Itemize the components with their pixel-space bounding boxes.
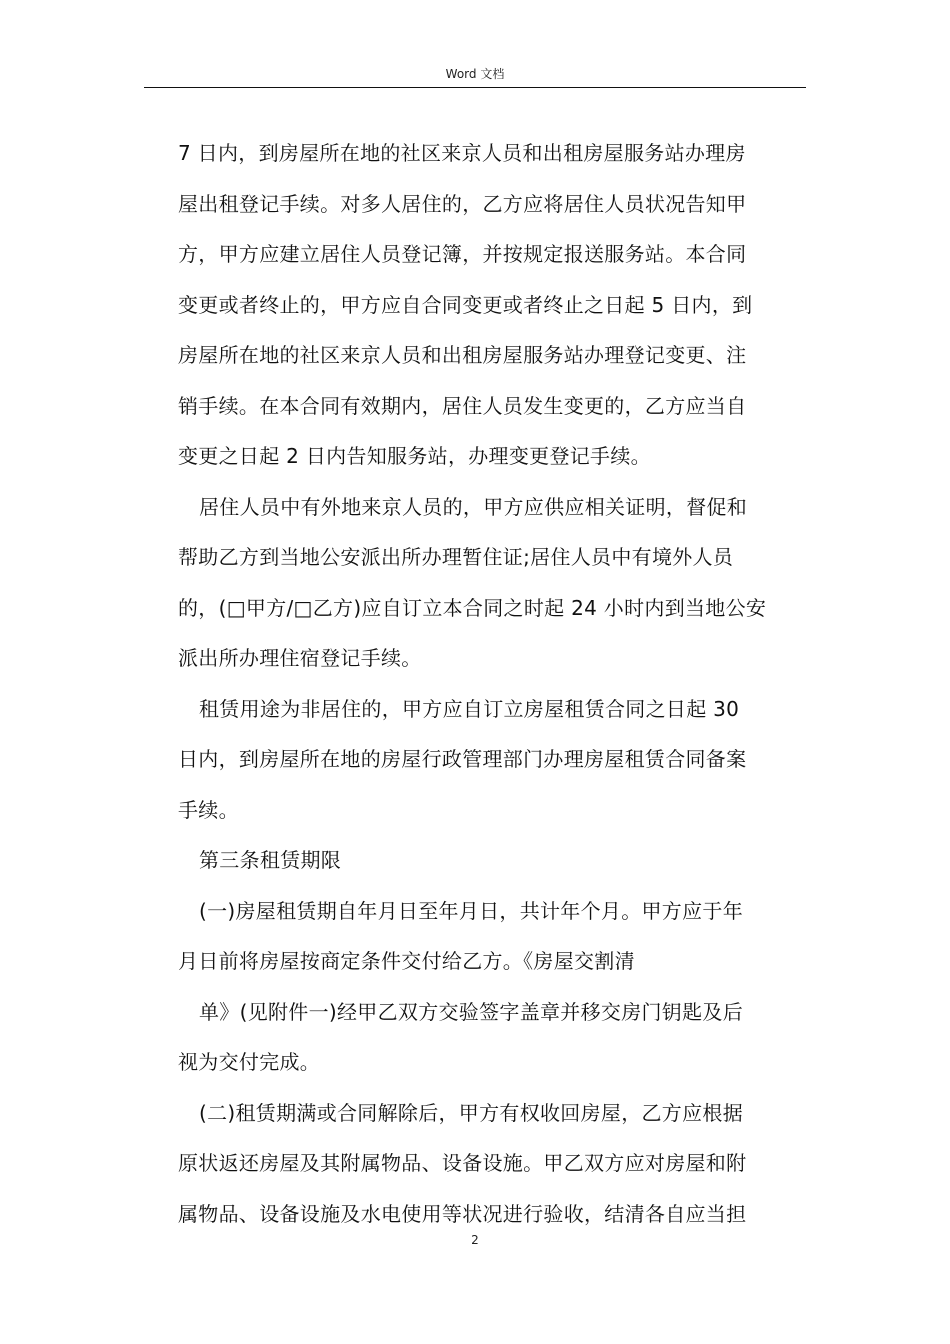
- body-line: 房屋所在地的社区来京人员和出租房屋服务站办理登记变更、注: [178, 343, 747, 367]
- body-line: (一)房屋租赁期自年月日至年月日，共计年个月。甲方应于年: [199, 898, 744, 923]
- body-line: 居住人员中有外地来京人员的，甲方应供应相关证明，督促和: [199, 494, 748, 519]
- document-body: [178, 128, 808, 1239]
- body-line: 属物品、设备设施及水电使用等状况进行验收，结清各自应当担: [178, 1201, 747, 1226]
- page-number: 2: [471, 1233, 479, 1247]
- body-line: 租赁用途为非居住的，甲方应自订立房屋租赁合同之日起 30: [199, 696, 740, 721]
- body-line: 视为交付完成。: [178, 1050, 321, 1074]
- body-line: 月日前将房屋按商定条件交付给乙方。《房屋交割清: [178, 949, 635, 973]
- body-line: 屋出租登记手续。对多人居住的，乙方应将居住人员状况告知甲: [178, 191, 747, 216]
- body-line: 变更或者终止的，甲方应自合同变更或者终止之日起 5 日内，到: [178, 292, 753, 317]
- body-line: 原状返还房屋及其附属物品、设备设施。甲乙双方应对房屋和附: [178, 1151, 747, 1175]
- body-line: 日内，到房屋所在地的房屋行政管理部门办理房屋租赁合同备案: [178, 747, 747, 771]
- body-line: 销手续。在本合同有效期内，居住人员发生变更的，乙方应当自: [178, 393, 747, 418]
- section-heading: 第三条租赁期限: [199, 848, 342, 872]
- body-line: 手续。: [178, 797, 239, 822]
- body-line: (二)租赁期满或合同解除后，甲方有权收回房屋，乙方应根据: [199, 1100, 744, 1125]
- header-divider: [144, 87, 806, 88]
- body-line: 派出所办理住宿登记手续。: [178, 646, 422, 670]
- body-line: 7 日内，到房屋所在地的社区来京人员和出租房屋服务站办理房: [178, 141, 746, 165]
- body-line: 帮助乙方到当地公安派出所办理暂住证;居住人员中有境外人员: [178, 545, 734, 569]
- body-line: 方，甲方应建立居住人员登记簿，并按规定报送服务站。本合同: [178, 242, 747, 266]
- body-line: 单》(见附件一)经甲乙双方交验签字盖章并移交房门钥匙及后: [199, 999, 744, 1024]
- body-line: 的，(□甲方/□乙方)应自订立本合同之时起 24 小时内到当地公安: [178, 595, 767, 620]
- body-line: 变更之日起 2 日内告知服务站，办理变更登记手续。: [178, 444, 651, 468]
- page-header-title: Word 文档: [445, 67, 505, 81]
